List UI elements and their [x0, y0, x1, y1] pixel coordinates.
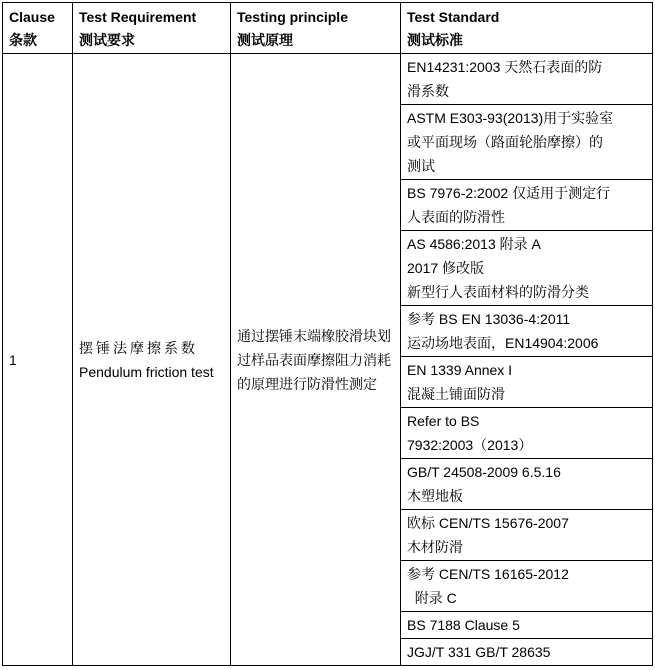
standard-line: 木材防滑 [407, 539, 463, 555]
standard-line: 人表面的防滑性 [407, 209, 505, 225]
header-requirement [73, 3, 231, 54]
standard-line: 新型行人表面材料的防滑分类 [407, 284, 589, 300]
standard-cell [401, 612, 653, 639]
standard-line: 测试 [407, 158, 435, 174]
standard-cell [401, 306, 653, 357]
standard-line: AS 4586:2013 附录 A [407, 236, 541, 252]
standard-line: 滑系数 [407, 83, 449, 99]
standard-line: 参考 BS EN 13036-4:2011 [407, 311, 571, 327]
standard-cell [401, 54, 653, 105]
header-requirement-en: Test Requirement [79, 9, 197, 25]
standard-line: Refer to BS [407, 413, 480, 429]
clause-cell: 1 [3, 54, 73, 666]
standard-cell [401, 510, 653, 561]
standard-line: 木塑地板 [407, 488, 463, 504]
standard-line: 欧标 CEN/TS 15676-2007 [407, 515, 569, 531]
header-principle-en: Testing principle [237, 9, 348, 25]
standard-cell [401, 357, 653, 408]
standard-cell [401, 639, 653, 666]
standard-line: BS 7976-2:2002 仅适用于测定行 [407, 185, 611, 201]
standard-line: EN 1339 Annex I [407, 362, 513, 378]
standard-line: 运动场地表面，EN14904:2006 [407, 335, 599, 351]
standard-cell [401, 105, 653, 180]
principle-cell: 通过摆锤末端橡胶滑块划过样品表面摩擦阻力消耗的原理进行防滑性测定 [231, 54, 401, 666]
standard-line: GB/T 24508-2009 6.5.16 [407, 464, 561, 480]
header-standard-cn: 测试标准 [407, 32, 463, 48]
header-clause-cn: 条款 [9, 32, 37, 48]
header-requirement-cn: 测试要求 [79, 32, 135, 48]
standard-line: 混凝土铺面防滑 [407, 386, 505, 402]
standard-line: EN14231:2003 天然石表面的防 [407, 59, 603, 75]
standard-line: JGJ/T 331 GB/T 28635 [407, 644, 551, 660]
standard-line: BS 7188 Clause 5 [407, 617, 520, 633]
standard-line: 或平面现场（路面轮胎摩擦）的 [407, 134, 603, 150]
standard-line: 7932:2003（2013） [407, 437, 533, 453]
header-clause-en: Clause [9, 9, 55, 25]
header-standard-en: Test Standard [407, 9, 500, 25]
header-standard [401, 3, 653, 54]
standard-cell [401, 408, 653, 459]
standard-cell [401, 459, 653, 510]
requirement-cn: 摆锤法摩擦系数 [79, 339, 198, 356]
standard-cell [401, 180, 653, 231]
standard-line: ASTM E303-93(2013)用于实验室 [407, 110, 614, 126]
standards-table [2, 2, 653, 666]
header-row [3, 3, 653, 54]
header-principle [231, 3, 401, 54]
requirement-cell [73, 54, 231, 666]
standard-cell [401, 561, 653, 612]
header-principle-cn: 测试原理 [237, 32, 293, 48]
standard-line: 2017 修改版 [407, 260, 485, 276]
table-row [3, 54, 653, 105]
standard-line: 附录 C [407, 590, 457, 606]
standard-cell [401, 231, 653, 306]
requirement-en: Pendulum friction test [79, 363, 214, 380]
header-clause [3, 3, 73, 54]
standard-line: 参考 CEN/TS 16165-2012 [407, 566, 569, 582]
